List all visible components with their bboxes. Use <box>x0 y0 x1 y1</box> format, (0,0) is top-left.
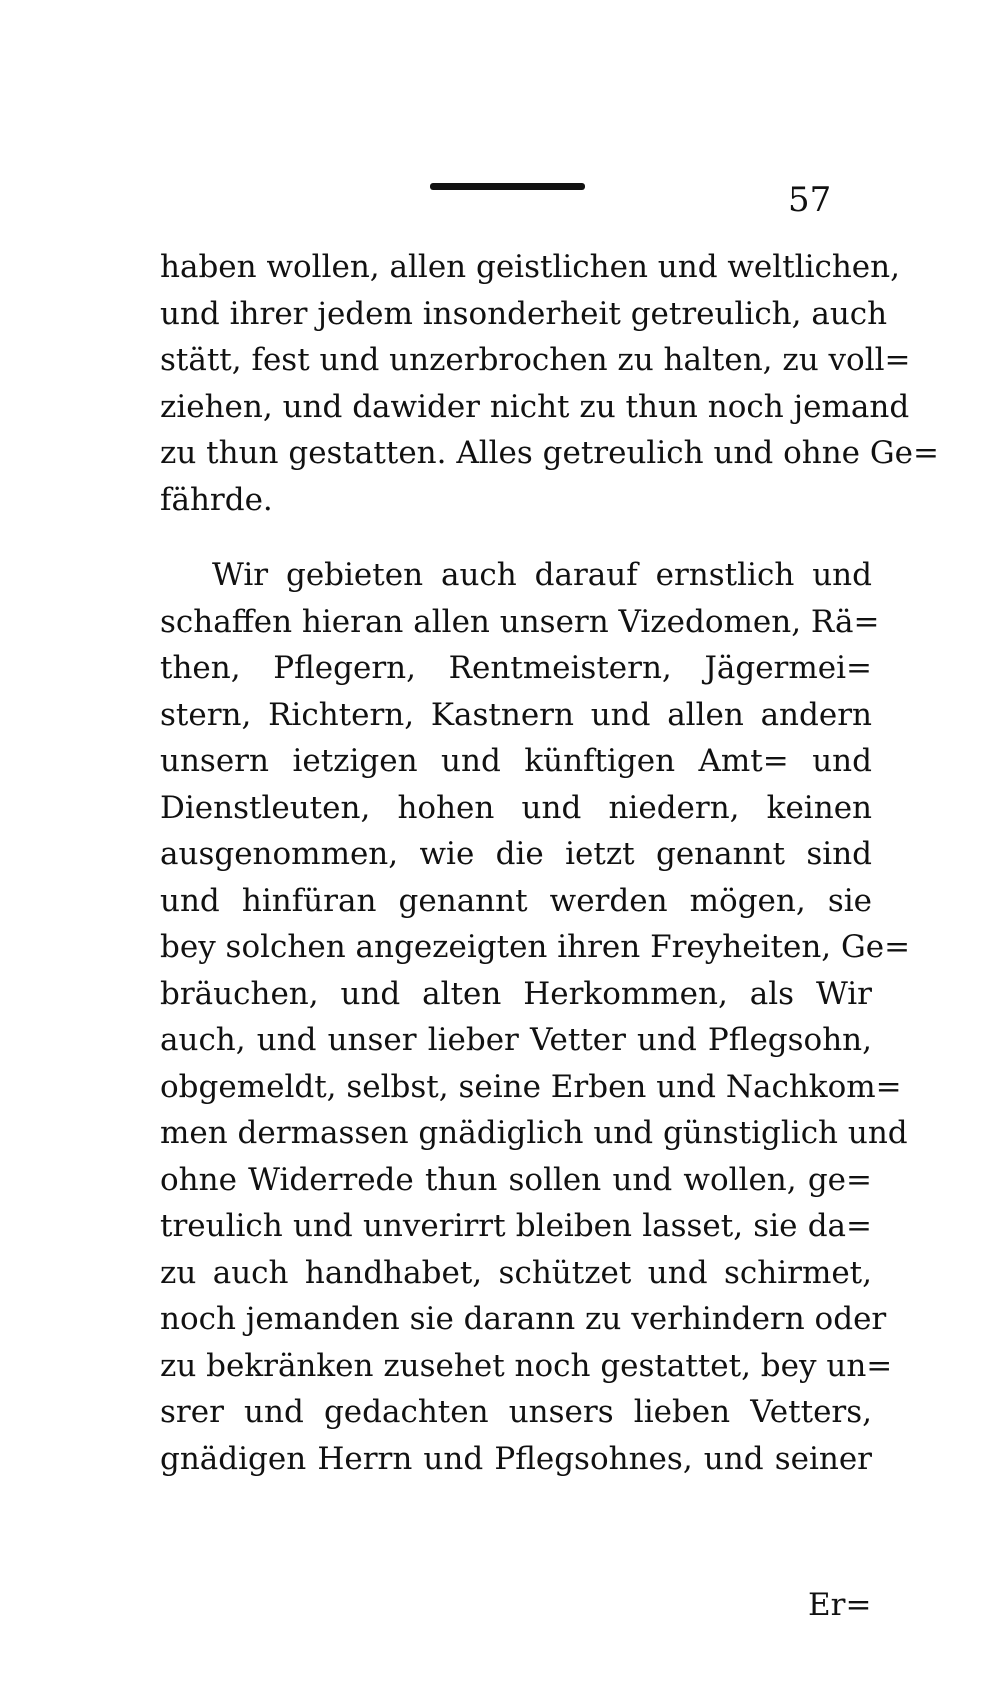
text-line: ohne Widerrede thun sollen und wollen, ge= <box>160 1161 872 1198</box>
text-line: und ihrer jedem insonderheit getreulich, auch <box>160 295 888 332</box>
text-line: haben wollen, allen geistlichen und weltlichen, <box>160 249 900 285</box>
text-line: schaffen hieran allen unsern Vizedomen, Rä= <box>160 603 880 640</box>
text-line: auch, und unser lieber Vetter und Pflegsohn, <box>160 1022 872 1058</box>
text-line: zu thun gestatten. Alles getreulich und ohne Ge= <box>160 435 939 471</box>
text-line: gnädigen Herrn und Pflegsohnes, und seiner <box>160 1440 872 1477</box>
text-line: zu auch handhabet, schützet und schirmet, <box>160 1254 872 1291</box>
text-line: then, Pflegern, Rentmeistern, Jägermei= <box>160 650 872 686</box>
text-line: Wir gebieten auch darauf ernstlich und <box>212 557 872 593</box>
text-line: bey solchen angezeigten ihren Freyheiten, Ge= <box>160 929 911 965</box>
text-line: Dienstleuten, hohen und niedern, keinen <box>160 789 872 826</box>
text-line: ziehen, und dawider nicht zu thun noch jemand <box>160 388 910 425</box>
text-line: srer und gedachten unsers lieben Vetters, <box>160 1394 872 1430</box>
header-rule <box>430 183 585 190</box>
page-number: 57 <box>788 180 832 220</box>
catchword: Er= <box>808 1587 872 1623</box>
paragraph-2 <box>160 552 911 1482</box>
text-line: noch jemanden sie darann zu verhindern oder <box>160 1301 887 1337</box>
text-line: zu bekränken zusehet noch gestattet, bey un= <box>160 1347 893 1384</box>
text-line: obgemeldt, selbst, seine Erben und Nachkom= <box>160 1068 902 1105</box>
text-line: unsern ietzigen und künftigen Amt= und <box>160 743 872 779</box>
text-line: und hinfüran genannt werden mögen, sie <box>160 882 872 919</box>
text-line: stätt, fest und unzerbrochen zu halten, zu voll= <box>160 342 911 378</box>
paragraph-1 <box>160 244 939 523</box>
text-line: ausgenommen, wie die ietzt genannt sind <box>160 836 872 872</box>
text-line: treulich und unverirrt bleiben lasset, sie da= <box>160 1208 872 1244</box>
text-line: men dermassen gnädiglich und günstiglich und <box>160 1115 908 1151</box>
text-line: bräuchen, und alten Herkommen, als Wir <box>160 975 872 1012</box>
text-line: fährde. <box>160 481 273 518</box>
text-line: stern, Richtern, Kastnern und allen andern <box>160 696 872 733</box>
